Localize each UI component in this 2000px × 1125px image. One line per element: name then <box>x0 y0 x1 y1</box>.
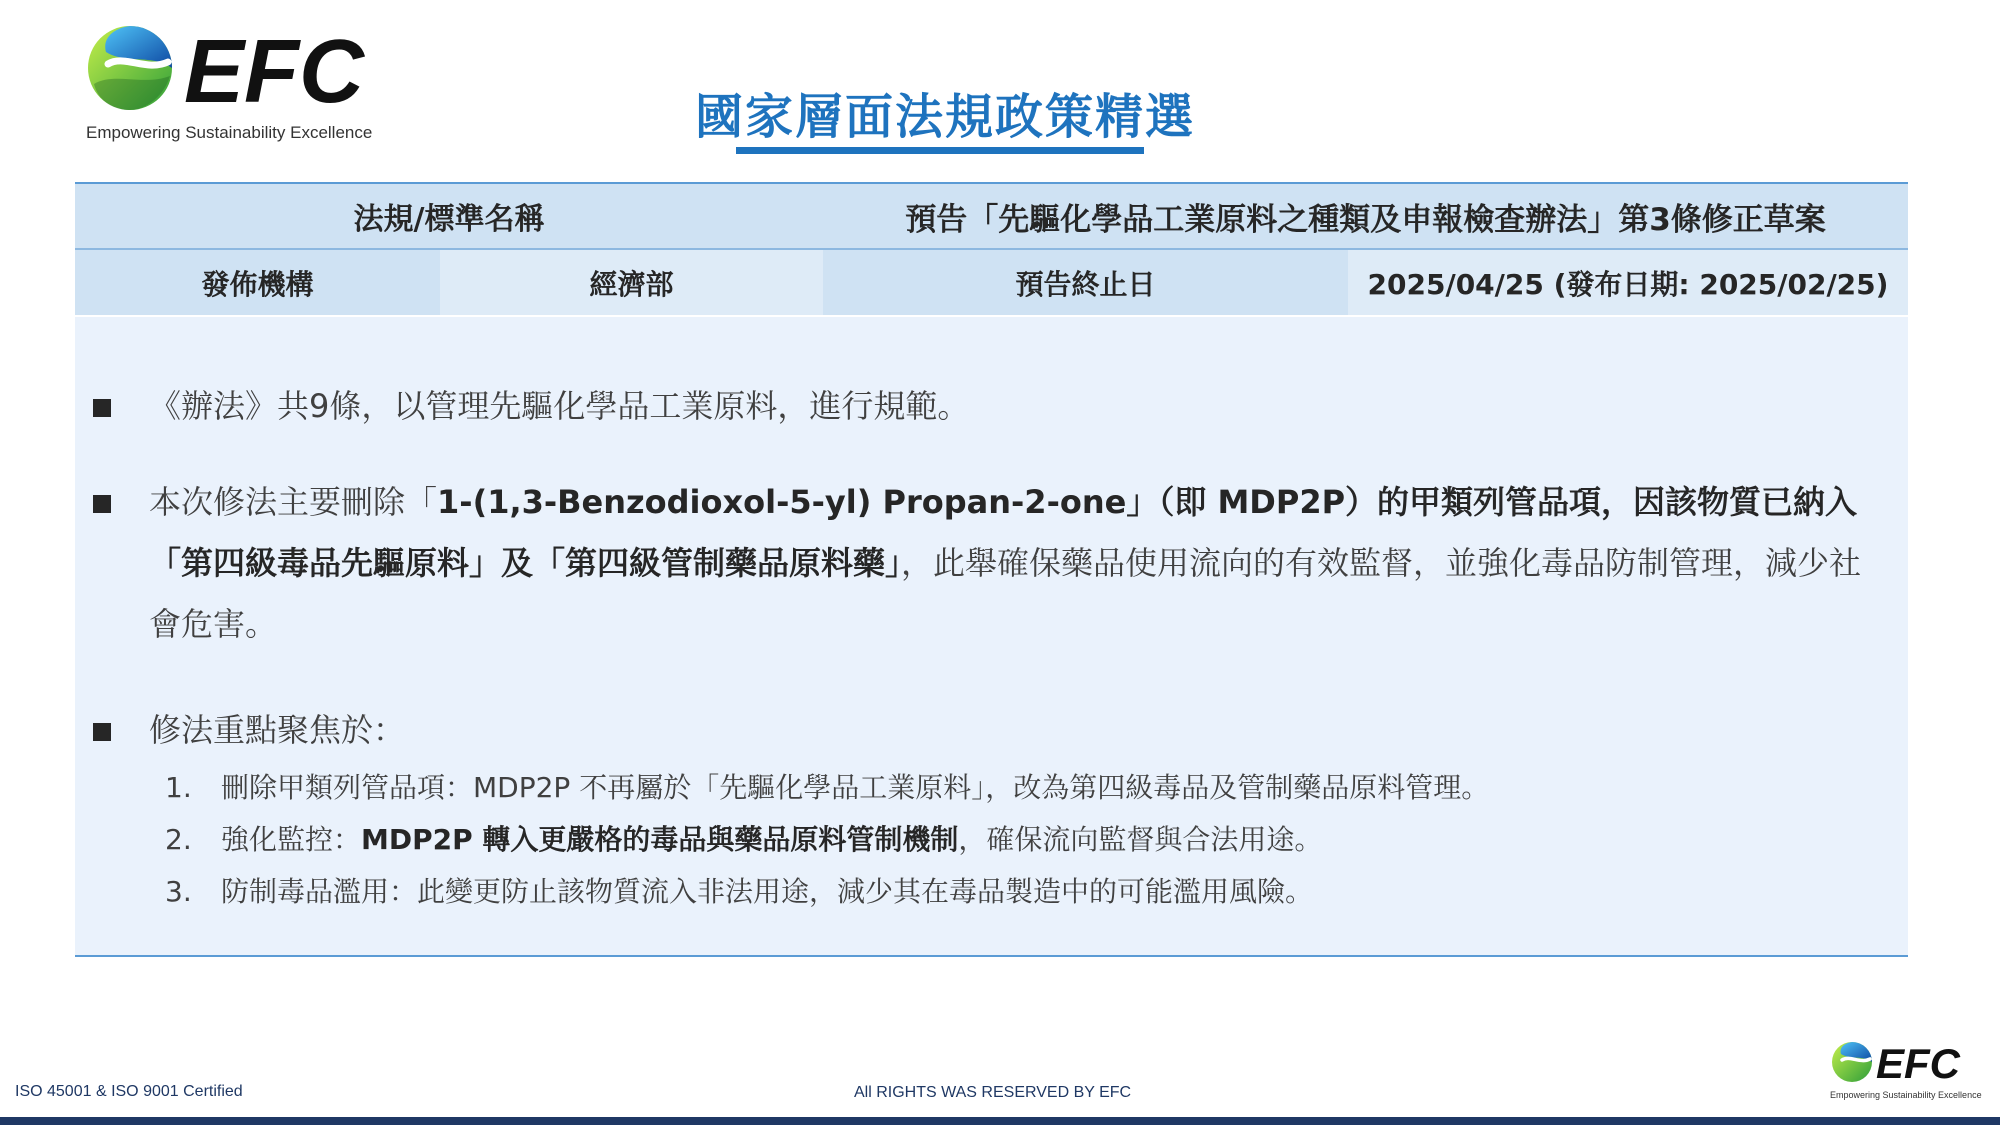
list-item-text: 此變更防止該物質流入非法用途，減少其在毒品製造中的可能濫用風險。 <box>417 875 1314 908</box>
bullet-bold-text: 1-(1,3-Benzodioxol-5-yl) Propan-2-one」（即 MDP2P）的甲類列管品項，因該物質已納入「第四級毒品先驅原料」及「第四級管制藥品原料藥」 <box>149 483 1858 582</box>
bullet-text: 修法重點聚焦於： <box>149 711 406 749</box>
bullet-text <box>149 472 1883 655</box>
deadline-label: 預告終止日 <box>823 250 1348 315</box>
title-underline <box>736 147 1144 154</box>
list-number: 3. <box>165 875 192 908</box>
bullet-intro: 本次修法主要刪除「 <box>149 483 438 521</box>
list-text <box>221 866 1313 918</box>
list-item-bold: MDP2P 轉入更嚴格的毒品與藥品原料管制機制 <box>361 823 959 856</box>
bullet-item <box>93 376 1883 437</box>
square-bullet-icon <box>93 723 111 741</box>
list-item-label: 強化監控： <box>221 823 362 856</box>
list-item <box>165 814 1885 866</box>
issuer-label: 發佈機構 <box>75 250 440 315</box>
list-item <box>165 866 1885 918</box>
efc-small-logo-icon <box>1830 1040 1982 1090</box>
list-item <box>165 762 1885 814</box>
regulation-name-value: 預告「先驅化學品工業原料之種類及申報檢查辦法」第3條修正草案 <box>905 201 1826 238</box>
footer-bar <box>0 1117 2000 1125</box>
bullet-item <box>93 472 1883 655</box>
bullet-text: 《辦法》共9條，以管理先驅化學品工業原料，進行規範。 <box>149 387 970 425</box>
svg-text:EFC: EFC <box>184 24 364 122</box>
square-bullet-icon <box>93 399 111 417</box>
table-row <box>75 250 1908 315</box>
bullet-rest: ，此舉確保藥品使用流向的有效監督，並強化毒品防制管理，減少社會危害。 <box>149 544 1862 643</box>
rights-text: All RIGHTS WAS RESERVED BY EFC <box>854 1084 1132 1101</box>
small-logo-tagline: Empowering Sustainability Excellence <box>1830 1090 1982 1100</box>
content-panel <box>75 317 1908 957</box>
deadline-value: 2025/04/25 (發布日期: 2025/02/25) <box>1348 250 1908 315</box>
bullet-item <box>93 700 1883 761</box>
list-text <box>221 814 1322 866</box>
list-number: 1. <box>165 771 192 804</box>
list-item-text: MDP2P 不再屬於「先驅化學品工業原料」，改為第四級毒品及管制藥品原料管理。 <box>473 771 1490 804</box>
logo-tagline: Empowering Sustainability Excellence <box>86 123 373 142</box>
square-bullet-icon <box>93 495 111 513</box>
issuer-value: 經濟部 <box>440 250 823 315</box>
list-text <box>221 762 1489 814</box>
list-item-label: 防制毒品濫用： <box>221 875 418 908</box>
regulation-name-label: 法規/標準名稱 <box>353 202 545 237</box>
table-row <box>75 184 1908 250</box>
svg-text:EFC: EFC <box>1876 1040 1960 1087</box>
list-number: 2. <box>165 823 192 856</box>
numbered-list <box>165 762 1885 918</box>
list-item-label: 刪除甲類列管品項： <box>221 771 474 804</box>
list-item-text: ，確保流向監督與合法用途。 <box>958 823 1323 856</box>
regulation-info-table <box>75 182 1908 315</box>
certification-text: ISO 45001 & ISO 9001 Certified <box>15 1083 243 1100</box>
efc-small-logo <box>1830 1040 1982 1100</box>
page-title: 國家層面法規政策精選 <box>694 89 1195 145</box>
